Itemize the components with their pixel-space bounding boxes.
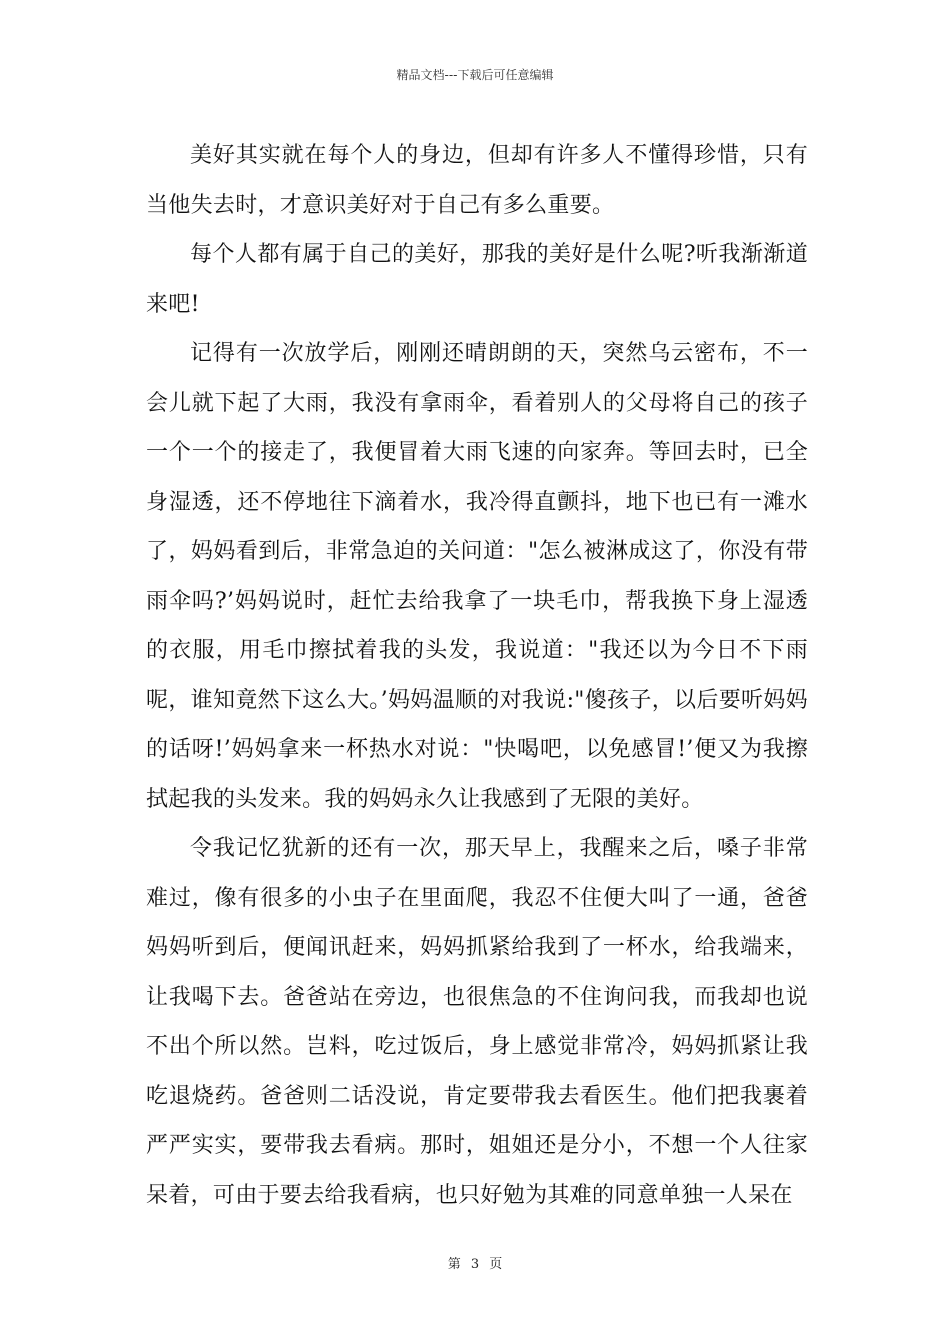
paragraph-3: 记得有一次放学后，刚刚还晴朗朗的天，突然乌云密布，不一会儿就下起了大雨，我没有拿雨伞，看着别人的父母将自己的孩子一个一个的接走了，我便冒着大雨飞速的向家奔。等回去时，已全身湿透，还不停地往下滴着水，我冷得直颤抖，地下也已有一滩水了，妈妈看到后，非常急迫的关问道："怎么被淋成这了，你没有带雨伞吗?’妈妈说时，赶忙去给我拿了一块毛巾，帮我换下身上湿透的衣服，用毛巾擦拭着我的头发，我说道："我还以为今日不下雨呢，谁知竟然下这么大。’妈妈温顺的对我说:"傻孩子，以后要听妈妈的话呀!’妈妈拿来一杯热水对说："快喝吧，以免感冒!’便又为我擦拭起我的头发来。我的妈妈永久让我感到了无限的美好。 (146, 341, 808, 812)
page-header: 精品文档---下载后可任意编辑 (396, 68, 554, 82)
page-number: 3 (470, 1257, 480, 1272)
page-footer (0, 1253, 950, 1272)
page-label-prefix: 第 (447, 1257, 461, 1272)
paragraph-1: 美好其实就在每个人的身边，但却有许多人不懂得珍惜，只有当他失去时，才意识美好对于自己有多么重要。 (146, 143, 808, 218)
page-label-suffix: 页 (489, 1257, 503, 1272)
document-body (146, 131, 808, 1220)
paragraph-2: 每个人都有属于自己的美好，那我的美好是什么呢?听我渐渐道来吧! (146, 242, 808, 317)
paragraph-4: 令我记忆犹新的还有一次，那天早上，我醒来之后，嗓子非常难过，像有很多的小虫子在里面爬，我忍不住便大叫了一通，爸爸妈妈听到后，便闻讯赶来，妈妈抓紧给我到了一杯水，给我端来，让我喝下去。爸爸站在旁边，也很焦急的不住询问我，而我却也说不出个所以然。岂料，吃过饭后，身上感觉非常冷，妈妈抓紧让我吃退烧药。爸爸则二话没说，肯定要带我去看医生。他们把我裹着严严实实，要带我去看病。那时，姐姐还是分小，不想一个人往家呆着，可由于要去给我看病，也只好勉为其难的同意单独一人呆在 (146, 836, 808, 1208)
